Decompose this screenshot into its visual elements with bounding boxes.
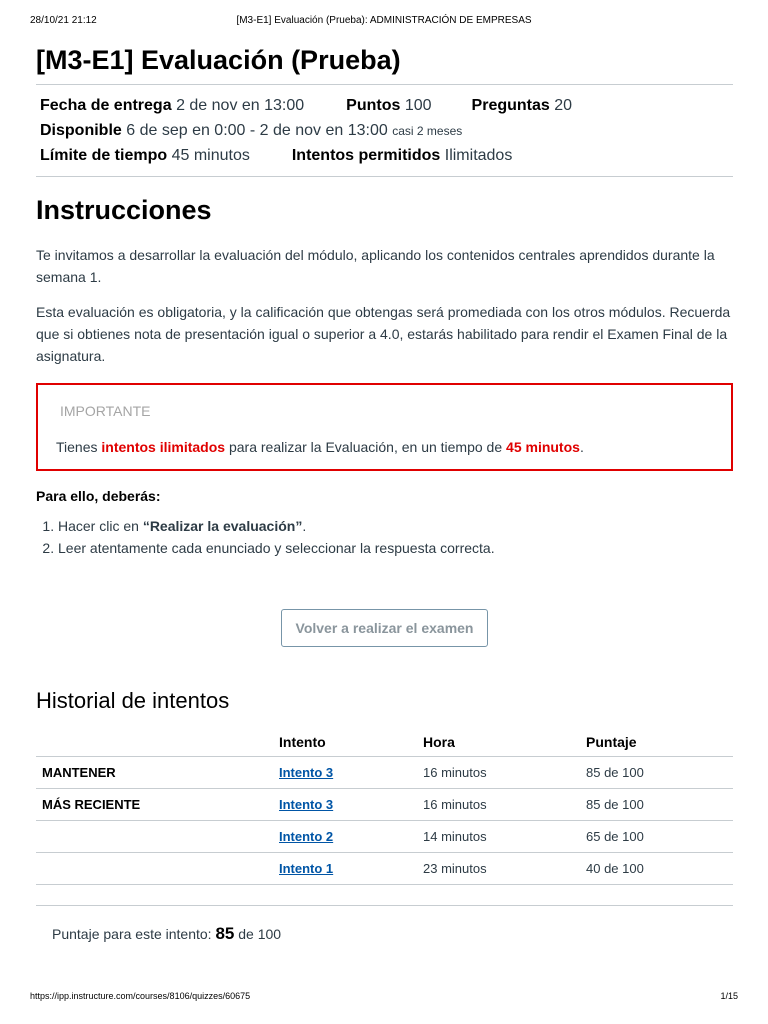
row-status: MÁS RECIENTE	[36, 789, 279, 821]
available-value: 6 de sep en 0:00 - 2 de nov en 13:00	[126, 122, 388, 139]
available-label: Disponible	[40, 122, 122, 139]
divider	[36, 905, 733, 906]
step-1-bold: “Realizar la evaluación”	[142, 518, 303, 534]
steps-list	[36, 515, 733, 559]
col-header-time: Hora	[423, 728, 586, 757]
questions-value: 20	[554, 97, 573, 114]
retake-button-wrap	[36, 609, 733, 647]
important-mid: para realizar la Evaluación, en un tiempo de	[225, 439, 507, 455]
important-box	[36, 383, 733, 471]
attempt-cell	[279, 821, 423, 853]
details-row-2	[40, 118, 729, 143]
step-2: 2. Leer atentamente cada enunciado y seleccionar la respuesta correcta.	[58, 537, 733, 559]
attempt-link[interactable]: Intento 3	[279, 797, 334, 812]
attempt-cell	[279, 789, 423, 821]
col-header-score: Puntaje	[586, 728, 733, 757]
instructions-paragraph-1: Te invitamos a desarrollar la evaluación del módulo, aplicando los contenidos centrales aprendidos durante la semana 1.	[36, 247, 715, 285]
unlimited-attempts-highlight: intentos ilimitados	[101, 439, 226, 455]
table-row	[36, 757, 733, 789]
table-row	[36, 821, 733, 853]
questions-label: Preguntas	[471, 97, 550, 114]
attempts-value: Ilimitados	[444, 147, 513, 164]
history-heading: Historial de intentos	[36, 688, 230, 713]
divider	[36, 176, 733, 177]
attempt-link[interactable]: Intento 2	[279, 829, 334, 844]
instructions-heading: Instrucciones	[36, 195, 212, 225]
history-header-row	[36, 728, 733, 757]
points-value: 100	[404, 97, 432, 114]
table-row	[36, 853, 733, 885]
col-header-keep	[36, 728, 279, 757]
score-summary-value: 85	[215, 924, 235, 943]
score-summary-suffix: de 100	[238, 926, 282, 942]
retake-quiz-button[interactable]: Volver a realizar el examen	[281, 609, 489, 647]
attempt-cell	[279, 757, 423, 789]
instructions-paragraph-2: Esta evaluación es obligatoria, y la calificación que obtengas será promediada con los otros módulos. Recuerda que si obtienes nota de presentación igual o superior a 4.0, estarás habilitado para rendir el Examen Final de la asignatura.	[36, 304, 731, 364]
due-label: Fecha de entrega	[40, 97, 172, 114]
score-summary-label: Puntaje para este intento:	[52, 926, 212, 942]
col-header-attempt: Intento	[279, 728, 423, 757]
print-datetime: 28/10/21 21:12	[30, 15, 97, 26]
print-footer	[30, 991, 738, 1005]
attempt-cell	[279, 853, 423, 885]
print-page-title: [M3-E1] Evaluación (Prueba): ADMINISTRACIÓN DE EMPRESAS	[236, 15, 532, 26]
quiz-title: [M3-E1] Evaluación (Prueba)	[36, 45, 401, 75]
row-status	[36, 853, 279, 885]
print-header	[30, 15, 738, 29]
row-status	[36, 821, 279, 853]
details-row-3	[40, 143, 729, 168]
time-highlight: 45 minutos	[506, 439, 580, 455]
time-cell: 16 minutos	[423, 757, 586, 789]
due-value: 2 de nov en 13:00	[176, 97, 305, 114]
quiz-details	[36, 85, 733, 176]
print-url: https://ipp.instructure.com/courses/8106/quizzes/60675	[30, 991, 251, 1001]
attempt-link[interactable]: Intento 1	[279, 861, 334, 876]
step-1-post: .	[302, 518, 307, 534]
score-cell: 65 de 100	[586, 821, 733, 853]
score-cell: 40 de 100	[586, 853, 733, 885]
quiz-content	[36, 42, 733, 944]
important-pre: Tienes	[56, 439, 102, 455]
attempts-label: Intentos permitidos	[291, 147, 441, 164]
time-limit-value: 45 minutos	[171, 147, 250, 164]
history-table	[36, 728, 733, 885]
score-summary	[36, 924, 733, 944]
time-cell: 23 minutos	[423, 853, 586, 885]
score-cell: 85 de 100	[586, 757, 733, 789]
step-1-pre: Hacer clic en	[58, 518, 143, 534]
time-limit-label: Límite de tiempo	[40, 147, 168, 164]
details-row-1	[40, 93, 729, 118]
steps-title: Para ello, deberás:	[36, 488, 161, 504]
print-page-number: 1/15	[720, 991, 738, 1001]
points-label: Puntos	[346, 97, 401, 114]
time-cell: 16 minutos	[423, 789, 586, 821]
important-post: .	[579, 439, 584, 455]
table-row	[36, 789, 733, 821]
available-note: casi 2 meses	[392, 124, 463, 138]
important-text	[56, 439, 715, 455]
score-cell: 85 de 100	[586, 789, 733, 821]
row-status: MANTENER	[36, 757, 279, 789]
step-1	[58, 515, 733, 537]
important-label: IMPORTANTE	[60, 403, 151, 419]
attempt-link[interactable]: Intento 3	[279, 765, 334, 780]
time-cell: 14 minutos	[423, 821, 586, 853]
